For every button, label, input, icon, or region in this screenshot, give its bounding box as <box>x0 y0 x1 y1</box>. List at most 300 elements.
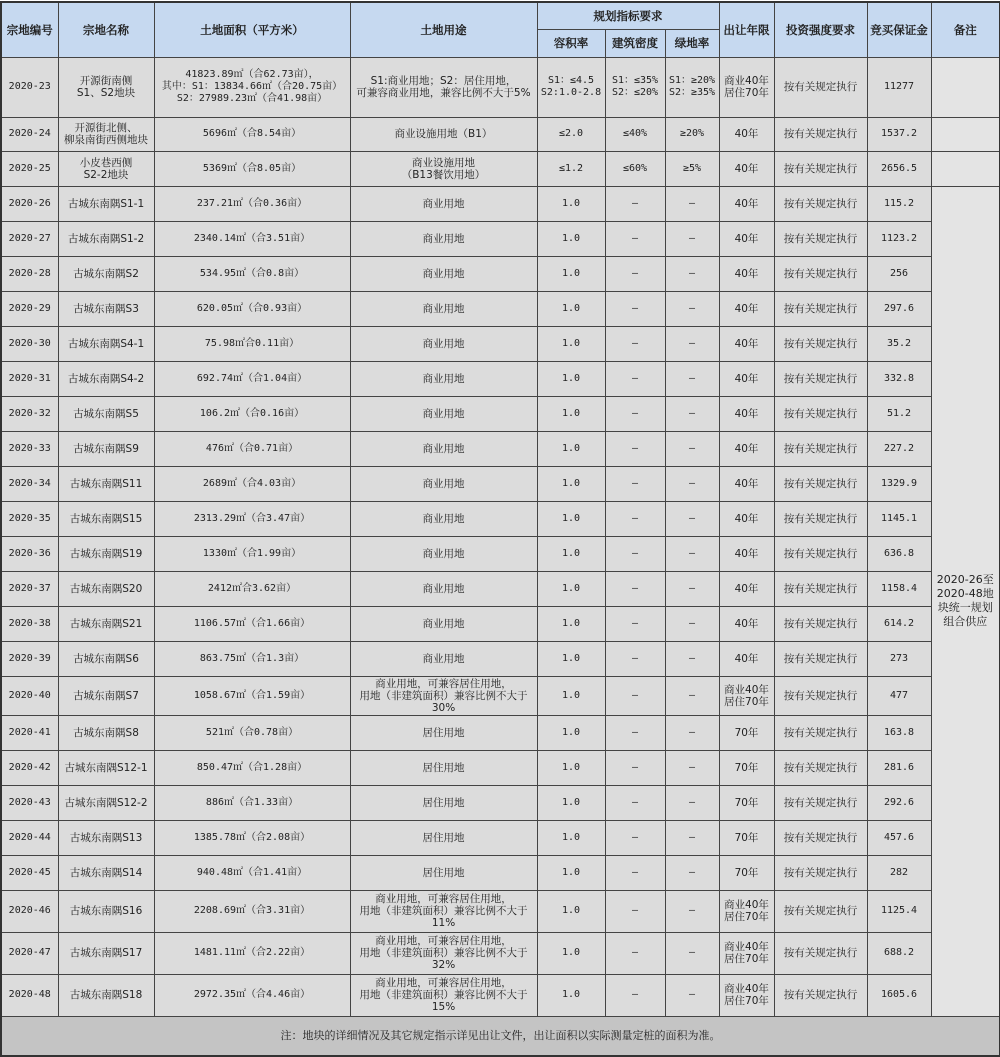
cell-deposit: 297.6 <box>867 291 931 326</box>
cell-name: 古城东南隅S7 <box>58 676 154 715</box>
cell-remark-merged: 2020-26至 2020-48地 块统一规划 组合供应 <box>931 186 1000 1016</box>
cell-name: 古城东南隅S1-2 <box>58 221 154 256</box>
cell-term: 商业40年 居住70年 <box>719 676 774 715</box>
header-term: 出让年限 <box>719 2 774 57</box>
cell-far: ≤1.2 <box>537 151 605 186</box>
cell-far: 1.0 <box>537 571 605 606</box>
table-row <box>1 715 1000 750</box>
cell-density: — <box>605 326 665 361</box>
cell-deposit: 688.2 <box>867 932 931 974</box>
cell-use: 商业用地 <box>350 256 537 291</box>
cell-name: 古城东南隅S14 <box>58 855 154 890</box>
cell-density: — <box>605 715 665 750</box>
header-name: 宗地名称 <box>58 2 154 57</box>
cell-investment: 按有关规定执行 <box>774 785 867 820</box>
cell-green: — <box>665 641 719 676</box>
cell-green: — <box>665 291 719 326</box>
cell-green: ≥5% <box>665 151 719 186</box>
cell-term: 40年 <box>719 221 774 256</box>
table-row <box>1 501 1000 536</box>
cell-term: 40年 <box>719 151 774 186</box>
cell-green: — <box>665 256 719 291</box>
cell-name: 小皮巷西侧 S2-2地块 <box>58 151 154 186</box>
cell-density: — <box>605 750 665 785</box>
cell-density: — <box>605 641 665 676</box>
cell-deposit: 11277 <box>867 57 931 117</box>
cell-term: 商业40年 居住70年 <box>719 932 774 974</box>
cell-name: 古城东南隅S19 <box>58 536 154 571</box>
cell-area: 886㎡（合1.33亩） <box>154 785 350 820</box>
cell-far: 1.0 <box>537 326 605 361</box>
table-row <box>1 221 1000 256</box>
cell-deposit: 281.6 <box>867 750 931 785</box>
cell-use: S1:商业用地；S2：居住用地， 可兼容商业用地，兼容比例不大于5% <box>350 57 537 117</box>
cell-density: S1：≤35% S2：≤20% <box>605 57 665 117</box>
cell-deposit: 477 <box>867 676 931 715</box>
cell-far: 1.0 <box>537 396 605 431</box>
cell-green: — <box>665 431 719 466</box>
cell-far: 1.0 <box>537 606 605 641</box>
cell-term: 40年 <box>719 641 774 676</box>
cell-deposit: 332.8 <box>867 361 931 396</box>
cell-far: 1.0 <box>537 820 605 855</box>
cell-area: 1481.11㎡（合2.22亩） <box>154 932 350 974</box>
cell-green: — <box>665 501 719 536</box>
header-deposit: 竞买保证金 <box>867 2 931 57</box>
cell-area: 850.47㎡（合1.28亩） <box>154 750 350 785</box>
cell-deposit: 1145.1 <box>867 501 931 536</box>
cell-use: 居住用地 <box>350 820 537 855</box>
cell-name: 古城东南隅S9 <box>58 431 154 466</box>
table-row <box>1 536 1000 571</box>
cell-density: ≤60% <box>605 151 665 186</box>
cell-name: 古城东南隅S12-1 <box>58 750 154 785</box>
cell-deposit: 614.2 <box>867 606 931 641</box>
table-row <box>1 186 1000 221</box>
cell-density: — <box>605 256 665 291</box>
cell-use: 商业用地 <box>350 186 537 221</box>
cell-id: 2020-32 <box>1 396 58 431</box>
cell-green: — <box>665 606 719 641</box>
cell-deposit: 636.8 <box>867 536 931 571</box>
cell-use: 商业用地 <box>350 641 537 676</box>
cell-remark <box>931 151 1000 186</box>
cell-area: 1106.57㎡（合1.66亩） <box>154 606 350 641</box>
cell-term: 40年 <box>719 466 774 501</box>
cell-investment: 按有关规定执行 <box>774 326 867 361</box>
cell-deposit: 115.2 <box>867 186 931 221</box>
cell-green: S1：≥20% S2：≥35% <box>665 57 719 117</box>
cell-density: — <box>605 785 665 820</box>
table-row <box>1 326 1000 361</box>
header-use: 土地用途 <box>350 2 537 57</box>
cell-area: 476㎡（合0.71亩） <box>154 431 350 466</box>
cell-density: — <box>605 820 665 855</box>
header-far: 容积率 <box>537 29 605 57</box>
cell-far: 1.0 <box>537 932 605 974</box>
cell-name: 古城东南隅S12-2 <box>58 785 154 820</box>
cell-area: 940.48㎡（合1.41亩） <box>154 855 350 890</box>
cell-far: 1.0 <box>537 361 605 396</box>
cell-density: — <box>605 855 665 890</box>
cell-use: 商业用地，可兼容居住用地， 用地（非建筑面积）兼容比例不大于 32% <box>350 932 537 974</box>
table-row <box>1 57 1000 117</box>
cell-green: — <box>665 536 719 571</box>
cell-green: — <box>665 326 719 361</box>
table-row <box>1 291 1000 326</box>
cell-id: 2020-26 <box>1 186 58 221</box>
cell-investment: 按有关规定执行 <box>774 221 867 256</box>
cell-name: 古城东南隅S8 <box>58 715 154 750</box>
cell-investment: 按有关规定执行 <box>774 186 867 221</box>
cell-id: 2020-46 <box>1 890 58 932</box>
cell-far: 1.0 <box>537 974 605 1016</box>
cell-name: 古城东南隅S6 <box>58 641 154 676</box>
cell-investment: 按有关规定执行 <box>774 571 867 606</box>
cell-id: 2020-41 <box>1 715 58 750</box>
cell-far: 1.0 <box>537 715 605 750</box>
cell-green: — <box>665 676 719 715</box>
cell-use: 商业设施用地（B1） <box>350 117 537 151</box>
cell-name: 古城东南隅S13 <box>58 820 154 855</box>
cell-use: 商业用地 <box>350 466 537 501</box>
cell-name: 古城东南隅S21 <box>58 606 154 641</box>
table-row <box>1 431 1000 466</box>
cell-area: 5696㎡（合8.54亩） <box>154 117 350 151</box>
cell-investment: 按有关规定执行 <box>774 151 867 186</box>
cell-deposit: 457.6 <box>867 820 931 855</box>
cell-green: ≥20% <box>665 117 719 151</box>
cell-far: 1.0 <box>537 641 605 676</box>
cell-far: 1.0 <box>537 431 605 466</box>
cell-use: 居住用地 <box>350 855 537 890</box>
cell-id: 2020-47 <box>1 932 58 974</box>
cell-green: — <box>665 571 719 606</box>
table-row <box>1 117 1000 151</box>
cell-area: 534.95㎡（合0.8亩） <box>154 256 350 291</box>
cell-investment: 按有关规定执行 <box>774 932 867 974</box>
header-area: 土地面积（平方米） <box>154 2 350 57</box>
table-row <box>1 890 1000 932</box>
cell-investment: 按有关规定执行 <box>774 974 867 1016</box>
cell-far: 1.0 <box>537 256 605 291</box>
cell-id: 2020-43 <box>1 785 58 820</box>
cell-investment: 按有关规定执行 <box>774 820 867 855</box>
cell-term: 40年 <box>719 501 774 536</box>
cell-far: 1.0 <box>537 291 605 326</box>
cell-far: 1.0 <box>537 221 605 256</box>
cell-id: 2020-42 <box>1 750 58 785</box>
cell-use: 商业用地 <box>350 501 537 536</box>
cell-area: 237.21㎡（合0.36亩） <box>154 186 350 221</box>
cell-id: 2020-39 <box>1 641 58 676</box>
cell-term: 40年 <box>719 117 774 151</box>
cell-term: 70年 <box>719 785 774 820</box>
table-row <box>1 932 1000 974</box>
cell-term: 40年 <box>719 606 774 641</box>
cell-investment: 按有关规定执行 <box>774 117 867 151</box>
table-row <box>1 361 1000 396</box>
cell-far: 1.0 <box>537 750 605 785</box>
cell-id: 2020-38 <box>1 606 58 641</box>
cell-use: 商业用地 <box>350 571 537 606</box>
cell-deposit: 1605.6 <box>867 974 931 1016</box>
cell-investment: 按有关规定执行 <box>774 750 867 785</box>
cell-deposit: 1125.4 <box>867 890 931 932</box>
cell-name: 古城东南隅S11 <box>58 466 154 501</box>
cell-investment: 按有关规定执行 <box>774 256 867 291</box>
cell-far: 1.0 <box>537 676 605 715</box>
cell-green: — <box>665 396 719 431</box>
cell-density: — <box>605 676 665 715</box>
cell-deposit: 1123.2 <box>867 221 931 256</box>
cell-area: 2208.69㎡（合3.31亩） <box>154 890 350 932</box>
cell-area: 2313.29㎡（合3.47亩） <box>154 501 350 536</box>
cell-density: — <box>605 466 665 501</box>
cell-investment: 按有关规定执行 <box>774 466 867 501</box>
cell-green: — <box>665 820 719 855</box>
cell-use: 商业用地 <box>350 396 537 431</box>
header-investment: 投资强度要求 <box>774 2 867 57</box>
cell-investment: 按有关规定执行 <box>774 890 867 932</box>
cell-term: 商业40年 居住70年 <box>719 974 774 1016</box>
table-row <box>1 396 1000 431</box>
cell-name: 古城东南隅S18 <box>58 974 154 1016</box>
header-remark: 备注 <box>931 2 1000 57</box>
footer-note: 注：地块的详细情况及其它规定指示详见出让文件，出让面积以实际测量定桩的面积为准。 <box>1 1016 1000 1056</box>
cell-green: — <box>665 974 719 1016</box>
cell-use: 商业用地 <box>350 291 537 326</box>
cell-id: 2020-40 <box>1 676 58 715</box>
cell-green: — <box>665 932 719 974</box>
cell-id: 2020-24 <box>1 117 58 151</box>
cell-term: 40年 <box>719 361 774 396</box>
cell-term: 70年 <box>719 820 774 855</box>
cell-green: — <box>665 890 719 932</box>
cell-term: 40年 <box>719 571 774 606</box>
cell-density: — <box>605 536 665 571</box>
cell-name: 古城东南隅S20 <box>58 571 154 606</box>
cell-area: 5369㎡（合8.05亩） <box>154 151 350 186</box>
cell-green: — <box>665 361 719 396</box>
cell-density: — <box>605 974 665 1016</box>
cell-id: 2020-30 <box>1 326 58 361</box>
table-row <box>1 676 1000 715</box>
cell-green: — <box>665 750 719 785</box>
table-row <box>1 750 1000 785</box>
cell-deposit: 227.2 <box>867 431 931 466</box>
cell-term: 70年 <box>719 855 774 890</box>
cell-term: 70年 <box>719 715 774 750</box>
cell-investment: 按有关规定执行 <box>774 501 867 536</box>
cell-area: 41823.89㎡（合62.73亩）， 其中：S1：13834.66㎡（合20.75亩） S2：27989.23㎡（合41.98亩） <box>154 57 350 117</box>
cell-density: — <box>605 221 665 256</box>
cell-density: — <box>605 932 665 974</box>
cell-deposit: 282 <box>867 855 931 890</box>
cell-area: 521㎡（合0.78亩） <box>154 715 350 750</box>
cell-density: — <box>605 571 665 606</box>
cell-id: 2020-25 <box>1 151 58 186</box>
cell-name: 开源街北侧、 柳泉南街西侧地块 <box>58 117 154 151</box>
cell-term: 40年 <box>719 431 774 466</box>
cell-density: — <box>605 431 665 466</box>
cell-deposit: 1158.4 <box>867 571 931 606</box>
cell-use: 商业用地 <box>350 431 537 466</box>
table-row <box>1 466 1000 501</box>
cell-green: — <box>665 466 719 501</box>
cell-id: 2020-23 <box>1 57 58 117</box>
cell-use: 商业用地 <box>350 361 537 396</box>
cell-use: 商业用地 <box>350 606 537 641</box>
cell-far: S1：≤4.5 S2:1.0-2.8 <box>537 57 605 117</box>
table-row <box>1 974 1000 1016</box>
cell-far: 1.0 <box>537 536 605 571</box>
cell-id: 2020-45 <box>1 855 58 890</box>
cell-term: 70年 <box>719 750 774 785</box>
cell-far: 1.0 <box>537 466 605 501</box>
cell-investment: 按有关规定执行 <box>774 361 867 396</box>
header-id: 宗地编号 <box>1 2 58 57</box>
cell-id: 2020-37 <box>1 571 58 606</box>
cell-deposit: 51.2 <box>867 396 931 431</box>
cell-area: 106.2㎡（合0.16亩） <box>154 396 350 431</box>
table-row <box>1 855 1000 890</box>
cell-deposit: 35.2 <box>867 326 931 361</box>
cell-area: 2689㎡（合4.03亩） <box>154 466 350 501</box>
cell-name: 古城东南隅S3 <box>58 291 154 326</box>
cell-green: — <box>665 186 719 221</box>
cell-use: 商业用地 <box>350 221 537 256</box>
cell-area: 1330㎡（合1.99亩） <box>154 536 350 571</box>
cell-green: — <box>665 221 719 256</box>
cell-term: 40年 <box>719 291 774 326</box>
cell-far: 1.0 <box>537 855 605 890</box>
header-planning: 规划指标要求 <box>537 2 719 29</box>
cell-area: 75.98㎡合0.11亩） <box>154 326 350 361</box>
cell-density: — <box>605 291 665 326</box>
cell-investment: 按有关规定执行 <box>774 676 867 715</box>
cell-green: — <box>665 715 719 750</box>
cell-density: ≤40% <box>605 117 665 151</box>
cell-id: 2020-29 <box>1 291 58 326</box>
cell-density: — <box>605 890 665 932</box>
cell-density: — <box>605 396 665 431</box>
cell-investment: 按有关规定执行 <box>774 715 867 750</box>
cell-name: 开源街南侧 S1、S2地块 <box>58 57 154 117</box>
cell-investment: 按有关规定执行 <box>774 606 867 641</box>
cell-use: 居住用地 <box>350 785 537 820</box>
cell-use: 商业用地 <box>350 536 537 571</box>
cell-remark <box>931 57 1000 117</box>
cell-id: 2020-27 <box>1 221 58 256</box>
cell-investment: 按有关规定执行 <box>774 641 867 676</box>
cell-id: 2020-48 <box>1 974 58 1016</box>
header-green: 绿地率 <box>665 29 719 57</box>
cell-far: 1.0 <box>537 785 605 820</box>
cell-name: 古城东南隅S15 <box>58 501 154 536</box>
cell-investment: 按有关规定执行 <box>774 431 867 466</box>
cell-area: 620.05㎡（合0.93亩） <box>154 291 350 326</box>
cell-far: 1.0 <box>537 890 605 932</box>
cell-investment: 按有关规定执行 <box>774 57 867 117</box>
cell-name: 古城东南隅S5 <box>58 396 154 431</box>
table-row <box>1 820 1000 855</box>
cell-name: 古城东南隅S1-1 <box>58 186 154 221</box>
cell-name: 古城东南隅S2 <box>58 256 154 291</box>
cell-far: ≤2.0 <box>537 117 605 151</box>
cell-density: — <box>605 501 665 536</box>
table-row <box>1 151 1000 186</box>
cell-area: 1058.67㎡（合1.59亩） <box>154 676 350 715</box>
cell-name: 古城东南隅S17 <box>58 932 154 974</box>
cell-far: 1.0 <box>537 501 605 536</box>
cell-investment: 按有关规定执行 <box>774 396 867 431</box>
cell-deposit: 273 <box>867 641 931 676</box>
cell-use: 居住用地 <box>350 715 537 750</box>
cell-use: 商业用地 <box>350 326 537 361</box>
header-density: 建筑密度 <box>605 29 665 57</box>
cell-area: 692.74㎡（合1.04亩） <box>154 361 350 396</box>
cell-density: — <box>605 361 665 396</box>
cell-id: 2020-34 <box>1 466 58 501</box>
cell-term: 40年 <box>719 326 774 361</box>
cell-green: — <box>665 855 719 890</box>
cell-area: 2340.14㎡（合3.51亩） <box>154 221 350 256</box>
cell-use: 商业用地，可兼容居住用地， 用地（非建筑面积）兼容比例不大于 15% <box>350 974 537 1016</box>
cell-name: 古城东南隅S16 <box>58 890 154 932</box>
cell-investment: 按有关规定执行 <box>774 855 867 890</box>
cell-name: 古城东南隅S4-1 <box>58 326 154 361</box>
table-row <box>1 571 1000 606</box>
cell-use: 商业用地，可兼容居住用地， 用地（非建筑面积）兼容比例不大于 30% <box>350 676 537 715</box>
cell-use: 商业设施用地 （B13餐饮用地） <box>350 151 537 186</box>
cell-area: 2972.35㎡（合4.46亩） <box>154 974 350 1016</box>
cell-id: 2020-31 <box>1 361 58 396</box>
cell-id: 2020-36 <box>1 536 58 571</box>
cell-green: — <box>665 785 719 820</box>
table-row <box>1 606 1000 641</box>
cell-id: 2020-44 <box>1 820 58 855</box>
cell-far: 1.0 <box>537 186 605 221</box>
cell-term: 商业40年 居住70年 <box>719 890 774 932</box>
cell-use: 商业用地，可兼容居住用地， 用地（非建筑面积）兼容比例不大于 11% <box>350 890 537 932</box>
cell-id: 2020-33 <box>1 431 58 466</box>
cell-density: — <box>605 186 665 221</box>
cell-deposit: 256 <box>867 256 931 291</box>
cell-density: — <box>605 606 665 641</box>
cell-deposit: 1537.2 <box>867 117 931 151</box>
cell-deposit: 163.8 <box>867 715 931 750</box>
cell-area: 2412㎡合3.62亩） <box>154 571 350 606</box>
cell-term: 40年 <box>719 186 774 221</box>
cell-remark <box>931 117 1000 151</box>
cell-use: 居住用地 <box>350 750 537 785</box>
cell-area: 863.75㎡（合1.3亩） <box>154 641 350 676</box>
cell-area: 1385.78㎡（合2.08亩） <box>154 820 350 855</box>
cell-deposit: 292.6 <box>867 785 931 820</box>
cell-term: 40年 <box>719 536 774 571</box>
cell-deposit: 2656.5 <box>867 151 931 186</box>
cell-investment: 按有关规定执行 <box>774 291 867 326</box>
cell-deposit: 1329.9 <box>867 466 931 501</box>
cell-id: 2020-35 <box>1 501 58 536</box>
cell-investment: 按有关规定执行 <box>774 536 867 571</box>
land-parcel-table <box>0 1 1000 1057</box>
table-row <box>1 256 1000 291</box>
cell-id: 2020-28 <box>1 256 58 291</box>
cell-term: 商业40年 居住70年 <box>719 57 774 117</box>
cell-term: 40年 <box>719 396 774 431</box>
